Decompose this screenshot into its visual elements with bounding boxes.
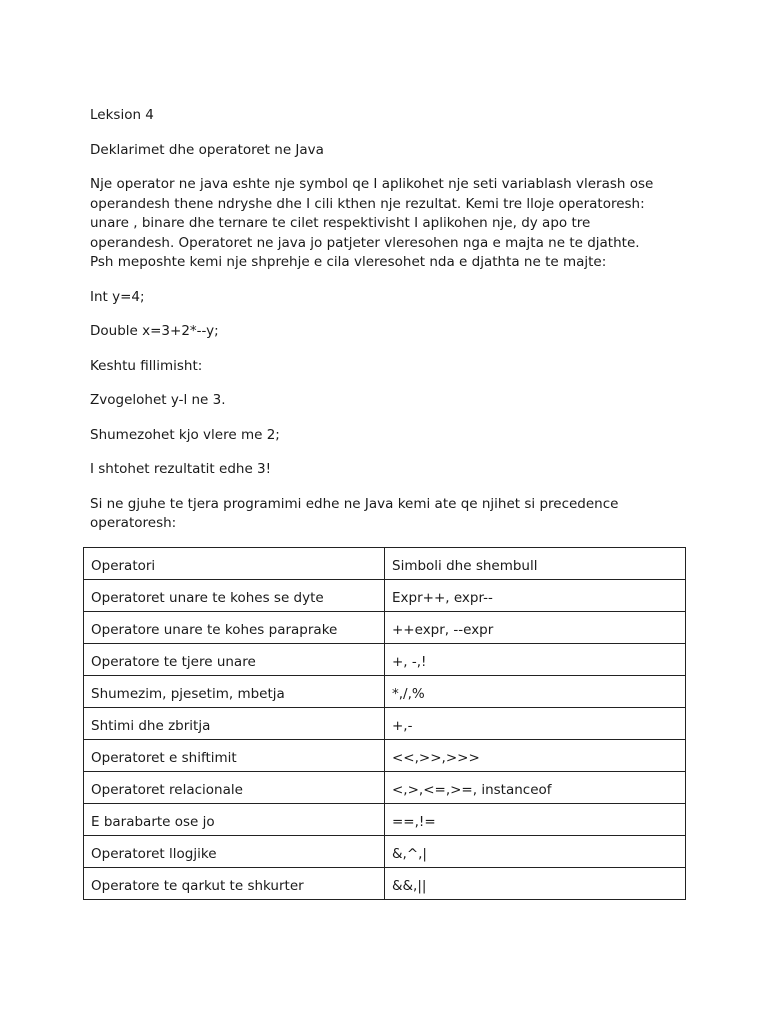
table-row [84,644,686,676]
intro-line: operandesh thene ndryshe dhe I cili kthen nje rezultat. Kemi tre lloje operatoresh: [90,195,645,212]
table-cell-symbol: &&,|| [385,868,686,900]
intro-line: operandesh. Operatoret ne java jo patjeter vleresohen nga e majta ne te djathte. [90,234,640,251]
code-line-declaration: Int y=4; [90,288,145,305]
table-cell-symbol: Expr++, expr-- [385,580,686,612]
precedence-paragraph [90,495,690,534]
precedence-line: Si ne gjuhe te tjera programimi edhe ne Java kemi ate qe njihet si precedence [90,495,619,512]
section-heading: Deklarimet dhe operatoret ne Java [90,141,324,158]
precedence-line: operatoresh: [90,515,177,531]
table-cell-operator: E barabarte ose jo [84,804,385,836]
table-cell-operator: Operatoret relacionale [84,772,385,804]
table-cell-symbol: &,^,| [385,836,686,868]
table-row [84,836,686,868]
operator-precedence-table [83,547,686,900]
table-row [84,612,686,644]
table-cell-operator: Shumezim, pjesetim, mbetja [84,676,385,708]
table-cell-symbol: *,/,% [385,676,686,708]
steps-intro: Keshtu fillimisht: [90,357,203,374]
table-cell-operator: Shtimi dhe zbritja [84,708,385,740]
intro-line: Psh meposhte kemi nje shprehje e cila vleresohet nda e djathta ne te majte: [90,254,607,270]
table-row [84,804,686,836]
table-cell-symbol: ==,!= [385,804,686,836]
intro-line: Nje operator ne java eshte nje symbol qe I aplikohet nje seti variablash vlerash ose [90,176,654,192]
intro-paragraph [90,175,690,273]
table-cell-operator: Operatoret unare te kohes se dyte [84,580,385,612]
table-cell-operator: Operatoret llogjike [84,836,385,868]
table-row [84,676,686,708]
table-row [84,708,686,740]
table-cell-symbol: +,- [385,708,686,740]
document-body [90,106,690,549]
table-cell-symbol: <,>,<=,>=, instanceof [385,772,686,804]
table-cell-operator: Operatori [84,548,385,580]
table-row [84,740,686,772]
table-cell-operator: Operatore te qarkut te shkurter [84,868,385,900]
table-cell-symbol: +, -,! [385,644,686,676]
lesson-title: Leksion 4 [90,107,154,123]
table-row [84,580,686,612]
table-row [84,868,686,900]
table-row [84,772,686,804]
step-decrement: Zvogelohet y-l ne 3. [90,392,226,408]
table-cell-symbol: <<,>>,>>> [385,740,686,772]
table-header-row [84,548,686,580]
table-cell-symbol: ++expr, --expr [385,612,686,644]
table-cell-symbol: Simboli dhe shembull [385,548,686,580]
table-cell-operator: Operatore unare te kohes paraprake [84,612,385,644]
table-cell-operator: Operatoret e shiftimit [84,740,385,772]
step-add: I shtohet rezultatit edhe 3! [90,461,272,477]
intro-line: unare , binare dhe ternare te cilet respektivisht I aplikohen nje, dy apo tre [90,215,591,231]
table-cell-operator: Operatore te tjere unare [84,644,385,676]
step-multiply: Shumezohet kjo vlere me 2; [90,426,280,443]
code-line-expression: Double x=3+2*--y; [90,323,219,339]
